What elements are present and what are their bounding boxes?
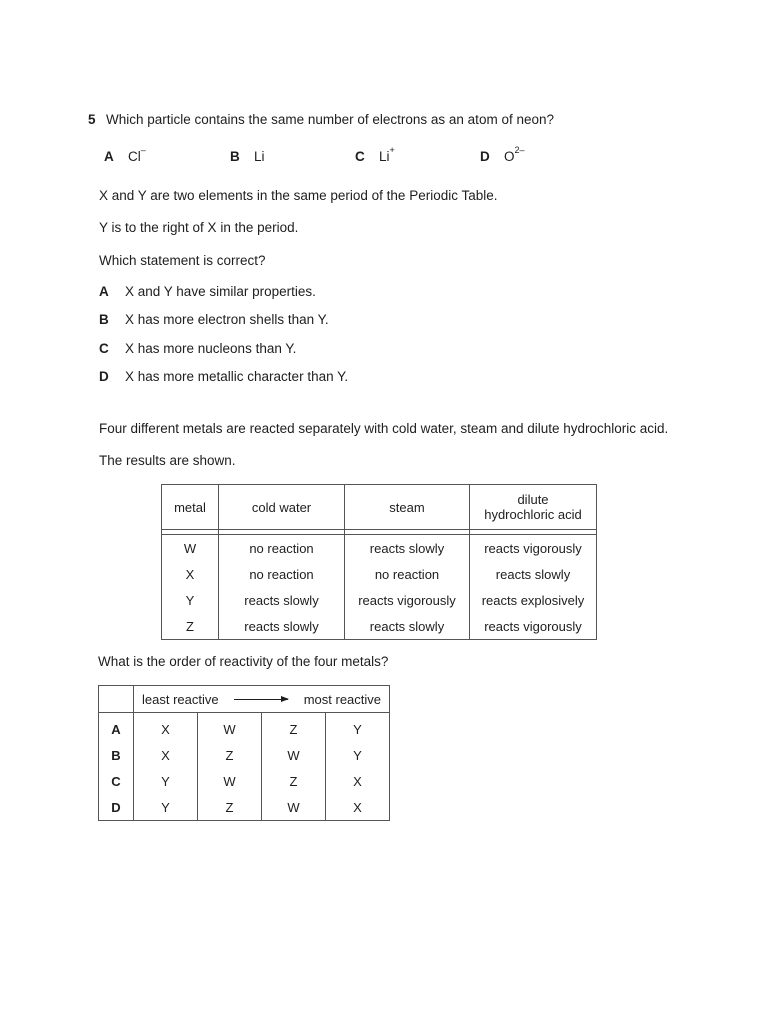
corner-cell xyxy=(99,686,134,713)
table-cell: X xyxy=(134,713,198,743)
table-row xyxy=(162,587,597,613)
q1-option-b: B Li xyxy=(230,148,265,164)
results-table-header xyxy=(162,485,597,530)
table-cell: reacts slowly xyxy=(219,613,345,640)
table-cell: reacts slowly xyxy=(219,587,345,613)
least-reactive-label: least reactive xyxy=(142,691,219,707)
table-cell: Z xyxy=(262,713,326,743)
column-header-dilute-hcl: dilute hydrochloric acid xyxy=(470,485,597,530)
table-cell: Z xyxy=(198,794,262,821)
table-cell: reacts vigorously xyxy=(470,535,597,562)
table-cell: W xyxy=(198,768,262,794)
reactivity-scale-header xyxy=(134,686,390,713)
most-reactive-label: most reactive xyxy=(303,691,382,707)
table-cell: reacts slowly xyxy=(470,561,597,587)
table-cell: no reaction xyxy=(219,535,345,562)
metal-cell: X xyxy=(162,561,219,587)
table-cell: no reaction xyxy=(345,561,470,587)
table-row xyxy=(162,561,597,587)
table-cell: Z xyxy=(262,768,326,794)
option-letter: A xyxy=(99,713,134,743)
table-row xyxy=(162,535,597,562)
q1-option-c: C Li+ xyxy=(355,145,395,164)
q2-option-c: C X has more nucleons than Y. xyxy=(99,341,297,356)
question-3-prompt: What is the order of reactivity of the four metals? xyxy=(98,654,389,669)
option-letter: B xyxy=(99,742,134,768)
question-1-stem: Which particle contains the same number of electrons as an atom of neon? xyxy=(106,112,554,127)
question-2-prompt: Which statement is correct? xyxy=(99,253,266,268)
table-cell: W xyxy=(262,794,326,821)
table-cell: reacts explosively xyxy=(470,587,597,613)
table-cell: reacts vigorously xyxy=(470,613,597,640)
table-cell: Y xyxy=(134,794,198,821)
table-cell: Z xyxy=(198,742,262,768)
q2-option-b: B X has more electron shells than Y. xyxy=(99,312,329,327)
table-cell: X xyxy=(326,768,390,794)
table-cell: Y xyxy=(134,768,198,794)
column-header-cold-water: cold water xyxy=(219,485,345,530)
metal-cell: W xyxy=(162,535,219,562)
metal-cell: Z xyxy=(162,613,219,640)
table-cell: X xyxy=(134,742,198,768)
q1-option-d: D $O^{2-}$ xyxy=(480,145,525,164)
option-letter: D xyxy=(99,794,134,821)
question-2-line-2: Y is to the right of X in the period. xyxy=(99,220,299,235)
question-number: 5 xyxy=(88,112,96,127)
order-table-header xyxy=(99,686,390,713)
arrow-right-icon xyxy=(234,699,288,700)
question-3-line-1: Four different metals are reacted separately with cold water, steam and dilute hydrochloric acid. xyxy=(99,421,669,436)
table-cell: no reaction xyxy=(219,561,345,587)
column-header-metal: metal xyxy=(162,485,219,530)
table-row xyxy=(162,613,597,640)
q2-option-d: D X has more metallic character than Y. xyxy=(99,369,349,384)
results-table xyxy=(161,484,597,640)
table-cell: reacts slowly xyxy=(345,613,470,640)
table-cell: Y xyxy=(326,713,390,743)
table-cell: reacts slowly xyxy=(345,535,470,562)
question-2-line-1: X and Y are two elements in the same period of the Periodic Table. xyxy=(99,188,498,203)
option-letter: C xyxy=(99,768,134,794)
column-header-steam: steam xyxy=(345,485,470,530)
q1-option-a: A Cl– xyxy=(104,145,146,164)
table-cell: X xyxy=(326,794,390,821)
table-cell: reacts vigorously xyxy=(345,587,470,613)
table-row xyxy=(99,742,390,768)
q2-option-a: A X and Y have similar properties. xyxy=(99,284,316,299)
table-row xyxy=(99,713,390,743)
reactivity-order-table xyxy=(98,685,390,821)
table-row xyxy=(99,768,390,794)
table-row xyxy=(99,794,390,821)
table-cell: W xyxy=(262,742,326,768)
table-cell: W xyxy=(198,713,262,743)
table-cell: Y xyxy=(326,742,390,768)
question-3-line-2: The results are shown. xyxy=(99,453,236,468)
metal-cell: Y xyxy=(162,587,219,613)
